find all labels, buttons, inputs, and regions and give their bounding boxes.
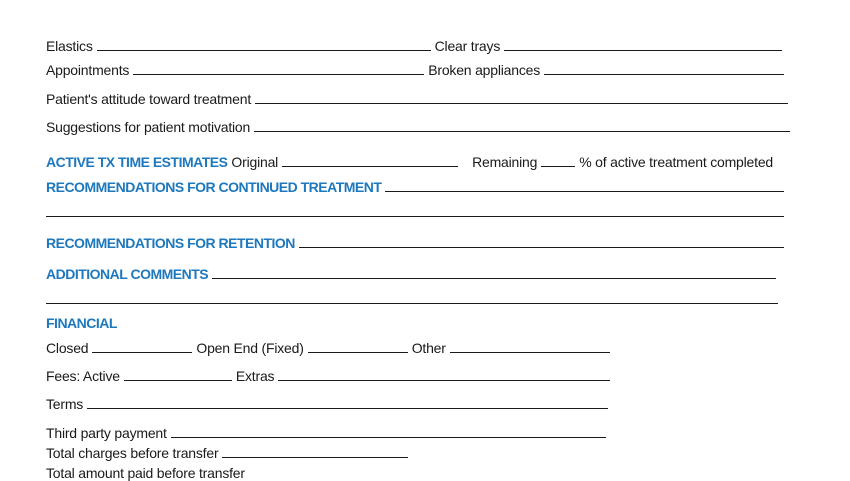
clear-trays-label: Clear trays (434, 38, 501, 54)
extras-field[interactable] (278, 366, 610, 381)
extras-label: Extras (235, 368, 275, 384)
total-paid-row (46, 459, 245, 481)
financial-heading: FINANCIAL (46, 315, 117, 331)
original-field[interactable] (282, 152, 458, 167)
total-charges-row (46, 439, 412, 461)
retention-field[interactable] (299, 233, 784, 248)
closed-label: Closed (46, 340, 89, 356)
suggestions-label: Suggestions for patient motivation (46, 119, 251, 135)
clear-trays-field[interactable] (504, 36, 782, 51)
original-label: Original (231, 154, 279, 170)
elastics-label: Elastics (46, 38, 93, 54)
other-field[interactable] (450, 338, 610, 353)
third-party-row (46, 419, 610, 441)
tx-time-heading: ACTIVE TX TIME ESTIMATES (46, 154, 228, 170)
comments-row (46, 260, 780, 282)
remaining-field[interactable] (541, 152, 575, 167)
terms-row (46, 390, 612, 412)
comments-field-2[interactable] (46, 289, 778, 304)
attitude-field[interactable] (255, 89, 788, 104)
remaining-label: Remaining (472, 154, 538, 170)
retention-row (46, 229, 788, 251)
appointments-label: Appointments (46, 62, 130, 78)
retention-heading: RECOMMENDATIONS FOR RETENTION (46, 235, 295, 251)
total-paid-label: Total amount paid before transfer (46, 465, 245, 481)
third-party-field[interactable] (171, 423, 606, 438)
other-label: Other (411, 340, 446, 356)
continued-row (46, 173, 788, 195)
comments-heading: ADDITIONAL COMMENTS (46, 266, 209, 282)
total-charges-label: Total charges before transfer (46, 445, 219, 461)
fees-active-field[interactable] (124, 366, 232, 381)
continued-heading: RECOMMENDATIONS FOR CONTINUED TREATMENT (46, 179, 382, 195)
total-charges-field[interactable] (222, 443, 408, 458)
attitude-label: Patient's attitude toward treatment (46, 91, 252, 107)
continued-field-2[interactable] (46, 202, 784, 217)
continued-row-2 (46, 198, 788, 220)
elastics-row (46, 32, 786, 54)
terms-field[interactable] (87, 394, 608, 409)
elastics-field[interactable] (97, 36, 431, 51)
suggestions-row (46, 113, 794, 135)
open-end-field[interactable] (308, 338, 408, 353)
broken-appliances-label: Broken appliances (428, 62, 541, 78)
fees-row (46, 362, 614, 384)
financial-heading-row (46, 309, 117, 331)
closed-row (46, 334, 614, 356)
attitude-row (46, 85, 792, 107)
comments-field[interactable] (212, 264, 776, 279)
third-party-label: Third party payment (46, 425, 167, 441)
comments-row-2 (46, 285, 782, 307)
appointments-field[interactable] (133, 60, 424, 75)
tx-time-row (46, 148, 786, 170)
continued-field[interactable] (385, 177, 784, 192)
broken-appliances-field[interactable] (544, 60, 784, 75)
terms-label: Terms (46, 396, 84, 412)
percent-completed-label: % of active treatment completed (579, 154, 773, 170)
appointments-row (46, 56, 788, 78)
fees-active-label: Fees: Active (46, 368, 120, 384)
open-end-label: Open End (Fixed) (196, 340, 304, 356)
closed-field[interactable] (92, 338, 192, 353)
suggestions-field[interactable] (254, 117, 790, 132)
